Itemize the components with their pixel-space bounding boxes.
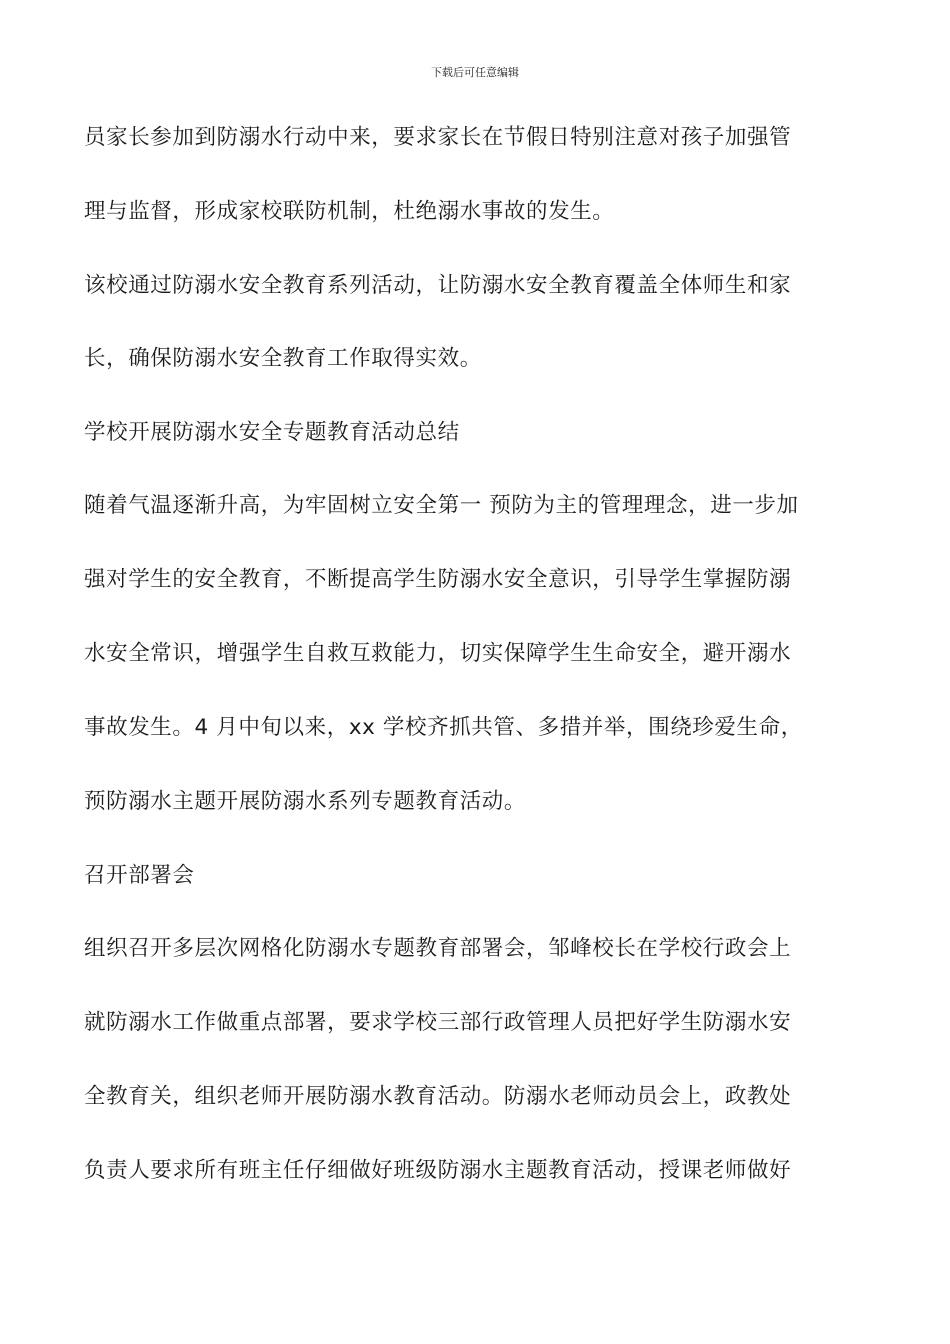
text-line-1: 员家长参加到防溺水行动中来，要求家长在节假日特别注意对孩子加强管 [84, 125, 792, 150]
text-line-9: 事故发生。4 月中旬以来，xx 学校齐抓共管、多措并举，围绕珍爱生命， [84, 715, 803, 740]
text-line-10: 预防溺水主题开展防溺水系列专题教育活动。 [84, 789, 527, 814]
text-line-4: 长，确保防溺水安全教育工作取得实效。 [84, 346, 482, 371]
text-line-13: 就防溺水工作做重点部署，要求学校三部行政管理人员把好学生防溺水安 [84, 1010, 792, 1035]
text-line-6: 随着气温逐渐升高，为牢固树立安全第一 预防为主的管理理念，进一步加 [84, 493, 799, 518]
text-line-3: 该校通过防溺水安全教育系列活动，让防溺水安全教育覆盖全体师生和家 [84, 273, 792, 298]
text-line-7: 强对学生的安全教育，不断提高学生防溺水安全意识，引导学生掌握防溺 [84, 567, 792, 592]
text-line-8: 水安全常识，增强学生自救互救能力，切实保障学生生命安全，避开溺水 [84, 641, 792, 666]
text-line-2: 理与监督，形成家校联防机制，杜绝溺水事故的发生。 [84, 199, 615, 224]
section-heading-summary: 学校开展防溺水安全专题教育活动总结 [84, 420, 460, 445]
text-line-14: 全教育关，组织老师开展防溺水教育活动。防溺水老师动员会上，政教处 [84, 1084, 792, 1109]
page-header: 下载后可任意编辑 [431, 66, 519, 79]
section-heading-meeting: 召开部署会 [84, 863, 195, 888]
text-line-15: 负责人要求所有班主任仔细做好班级防溺水主题教育活动，授课老师做好 [84, 1158, 792, 1183]
text-line-12: 组织召开多层次网格化防溺水专题教育部署会，邹峰校长在学校行政会上 [84, 936, 792, 961]
